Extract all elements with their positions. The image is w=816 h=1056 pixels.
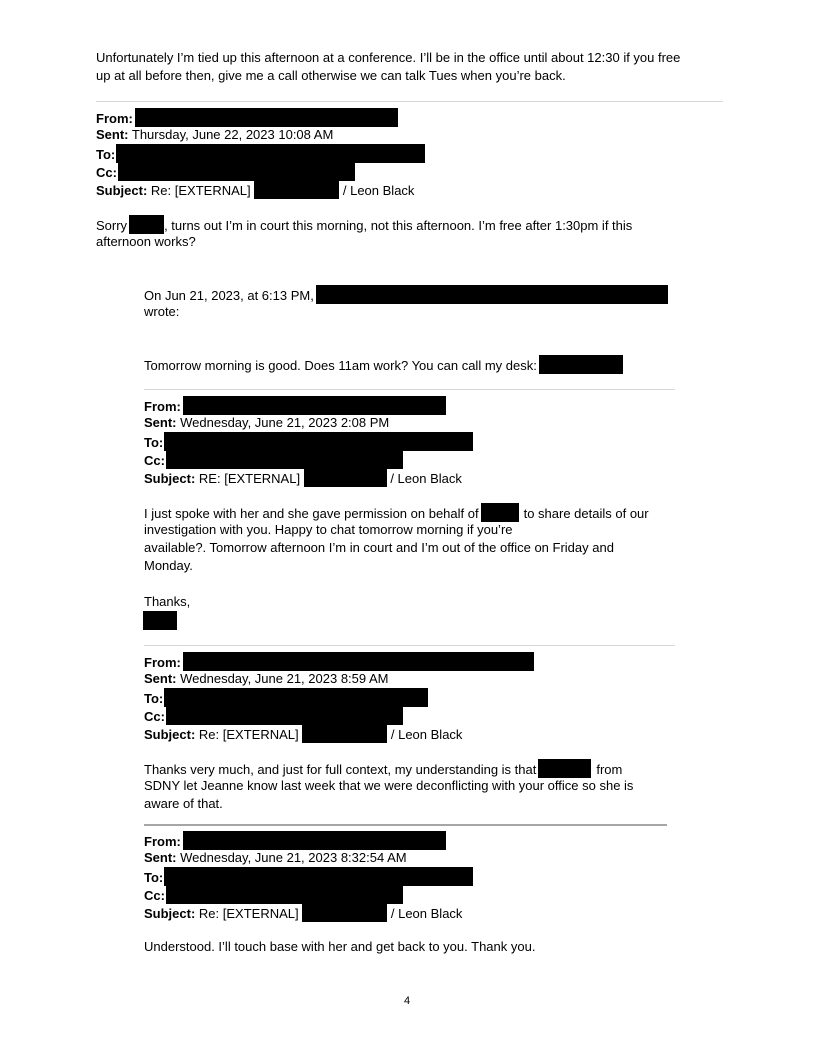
separator-rule (144, 645, 675, 646)
email1-from-row (96, 108, 398, 128)
separator-rule (144, 824, 667, 826)
email1-body-line-1 (96, 215, 632, 235)
email1-cc-row (96, 162, 355, 182)
redaction-block (316, 285, 668, 304)
email4-body: Understood. I’ll touch base with her and get back to you. Thank you. (144, 939, 536, 954)
to-label: To: (144, 435, 164, 450)
subject-label: Subject: (144, 727, 196, 742)
redaction-block (164, 867, 473, 886)
redaction-block (539, 355, 623, 374)
sent-label: Sent: (144, 671, 177, 686)
email4-sent-row (144, 849, 407, 867)
quote-header-text: On Jun 21, 2023, at 6:13 PM, (144, 288, 314, 303)
email2-sent-value: Wednesday, June 21, 2023 2:08 PM (180, 415, 390, 430)
redaction-block (538, 759, 591, 778)
email1-sent-value: Thursday, June 22, 2023 10:08 AM (131, 127, 334, 142)
email3-to-row (144, 688, 428, 708)
email2-subject-prefix: RE: [EXTERNAL] (198, 471, 301, 486)
email2-sent-row (144, 414, 389, 432)
email3-sent-row (144, 670, 389, 688)
email2-signoff: Thanks, (144, 594, 191, 609)
subject-label: Subject: (144, 906, 196, 921)
email4-subject-suffix: / Leon Black (390, 906, 463, 921)
email1-sent-row (96, 126, 333, 144)
from-label: From: (144, 834, 181, 849)
to-label: To: (96, 147, 116, 162)
redaction-block (166, 885, 403, 904)
email1-body-line-2: afternoon works? (96, 234, 196, 249)
redaction-block (166, 450, 403, 469)
redaction-block (166, 706, 403, 725)
email3-subject-prefix: Re: [EXTERNAL] (198, 727, 299, 742)
redaction-block (183, 652, 534, 671)
cc-label: Cc: (144, 453, 165, 468)
sent-label: Sent: (96, 127, 129, 142)
quote-body (144, 355, 623, 375)
quote-header-line-2: wrote: (144, 304, 180, 319)
from-label: From: (96, 111, 133, 126)
email4-sent-value: Wednesday, June 21, 2023 8:32:54 AM (180, 850, 407, 865)
to-label: To: (144, 691, 164, 706)
redaction-block (164, 688, 428, 707)
from-label: From: (144, 399, 181, 414)
email2-body-line-4: Monday. (144, 558, 193, 573)
subject-label: Subject: (144, 471, 196, 486)
email3-subject-suffix: / Leon Black (390, 727, 463, 742)
cc-label: Cc: (144, 709, 165, 724)
redaction-block (143, 611, 177, 630)
email4-subject-prefix: Re: [EXTERNAL] (198, 906, 299, 921)
separator-rule (96, 101, 723, 102)
email1-body-pre: Sorry (96, 218, 128, 233)
email3-cc-row (144, 706, 403, 726)
quote-header-line-1 (144, 285, 668, 305)
redaction-block (116, 144, 425, 163)
email2-subject-suffix: / Leon Black (390, 471, 462, 486)
email1-subject-suffix: / Leon Black (342, 183, 415, 198)
email2-subject-row (144, 468, 462, 488)
email2-body-line-1 (144, 503, 649, 523)
sent-label: Sent: (144, 850, 177, 865)
subject-label: Subject: (96, 183, 148, 198)
redaction-block (304, 468, 387, 487)
email3-sent-value: Wednesday, June 21, 2023 8:59 AM (180, 671, 389, 686)
email2-body-line-2: investigation with you. Happy to chat tomorrow morning if you’re (144, 522, 513, 537)
email3-body-line-2: SDNY let Jeanne know last week that we were deconflicting with your office so she is (144, 778, 634, 793)
intro-line-1: Unfortunately I’m tied up this afternoon at a conference. I’ll be in the office until about 12:30 if you free (96, 50, 681, 65)
separator-rule (144, 389, 675, 390)
redaction-block (183, 396, 446, 415)
email2-cc-row (144, 450, 403, 470)
email4-subject-row (144, 903, 462, 923)
email4-cc-row (144, 885, 403, 905)
email2-body-pre: I just spoke with her and she gave permission on behalf of (144, 506, 479, 521)
page-number: 4 (404, 995, 411, 1007)
email1-subject-row (96, 180, 414, 200)
redaction-block (481, 503, 519, 522)
email4-to-row (144, 867, 473, 887)
email2-body-line-3: available?. Tomorrow afternoon I’m in court and I’m out of the office on Friday and (144, 540, 614, 555)
redaction-block (129, 215, 164, 234)
cc-label: Cc: (96, 165, 117, 180)
email3-body-line-1 (144, 759, 622, 779)
email3-from-row (144, 652, 534, 672)
redaction-block (183, 831, 446, 850)
email3-body-line-3: aware of that. (144, 796, 223, 811)
redaction-block (118, 162, 355, 181)
email2-body-post: to share details of our (523, 506, 649, 521)
to-label: To: (144, 870, 164, 885)
redaction-block (254, 180, 339, 199)
email2-from-row (144, 396, 446, 416)
email3-body-pre: Thanks very much, and just for full context, my understanding is that (144, 762, 537, 777)
email1-body-post: , turns out I’m in court this morning, not this afternoon. I’m free after 1:30pm if this (164, 218, 633, 233)
cc-label: Cc: (144, 888, 165, 903)
email2-to-row (144, 432, 473, 452)
email3-body-post: from (596, 762, 623, 777)
redaction-block (135, 108, 398, 127)
redaction-block (302, 724, 387, 743)
email1-to-row (96, 144, 425, 164)
email4-from-row (144, 831, 446, 851)
redaction-block (164, 432, 473, 451)
redaction-block (302, 903, 387, 922)
email3-subject-row (144, 724, 462, 744)
intro-line-2: up at all before then, give me a call otherwise we can talk Tues when you’re back. (96, 68, 566, 83)
from-label: From: (144, 655, 181, 670)
email1-subject-prefix: Re: [EXTERNAL] (150, 183, 251, 198)
sent-label: Sent: (144, 415, 177, 430)
quote-body-text: Tomorrow morning is good. Does 11am work? You can call my desk: (144, 358, 537, 373)
